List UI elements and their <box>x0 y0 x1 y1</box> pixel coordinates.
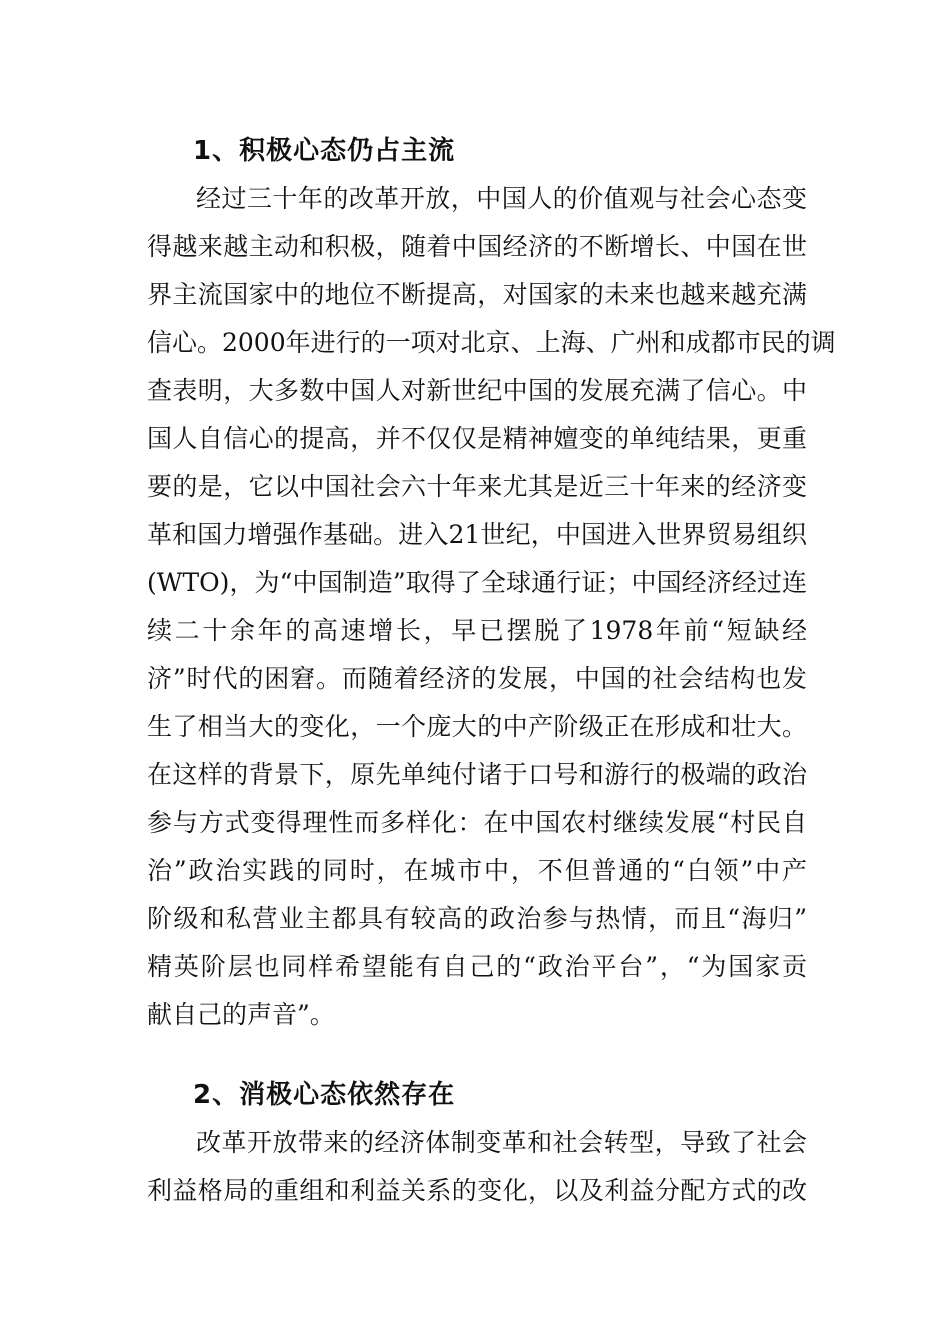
paragraph-line: 阶级和私营业主都具有较高的政治参与热情，而且“海归” <box>147 904 807 933</box>
paragraph-line: 国人自信心的提高，并不仅仅是精神嬗变的单纯结果，更重 <box>147 424 807 453</box>
paragraph-line: 精英阶层也同样希望能有自己的“政治平台”，“为国家贡 <box>147 952 807 981</box>
paragraph-line: 信心。2000年进行的一项对北京、上海、广州和成都市民的调 <box>147 328 836 357</box>
paragraph-line: 得越来越主动和积极，随着中国经济的不断增长、中国在世 <box>147 232 807 261</box>
paragraph-line: 利益格局的重组和利益关系的变化，以及利益分配方式的改 <box>147 1176 807 1205</box>
paragraph-line: 界主流国家中的地位不断提高，对国家的未来也越来越充满 <box>147 280 807 309</box>
section-2-heading: 2、消极心态依然存在 <box>193 1080 456 1110</box>
paragraph-line: 续二十余年的高速增长，早已摆脱了1978年前“短缺经 <box>147 616 807 645</box>
paragraph-line: 生了相当大的变化，一个庞大的中产阶级正在形成和壮大。 <box>147 712 807 741</box>
paragraph-line: 查表明，大多数中国人对新世纪中国的发展充满了信心。中 <box>147 376 807 405</box>
paragraph-line: 济”时代的困窘。而随着经济的发展，中国的社会结构也发 <box>147 664 807 693</box>
paragraph-line: (WTO)，为“中国制造”取得了全球通行证；中国经济经过连 <box>147 568 807 597</box>
paragraph-line: 要的是，它以中国社会六十年来尤其是近三十年来的经济变 <box>147 472 807 501</box>
paragraph-line: 献自己的声音”。 <box>147 1000 335 1029</box>
paragraph-line: 革和国力增强作基础。进入21世纪，中国进入世界贸易组织 <box>147 520 807 549</box>
paragraph-line: 经过三十年的改革开放，中国人的价值观与社会心态变 <box>196 184 807 213</box>
paragraph-line: 在这样的背景下，原先单纯付诸于口号和游行的极端的政治 <box>147 760 807 789</box>
paragraph-line: 治”政治实践的同时，在城市中，不但普通的“白领”中产 <box>147 856 807 885</box>
paragraph-line: 参与方式变得理性而多样化：在中国农村继续发展“村民自 <box>147 808 807 837</box>
section-1-heading: 1、积极心态仍占主流 <box>193 136 456 166</box>
paragraph-line: 改革开放带来的经济体制变革和社会转型，导致了社会 <box>196 1128 807 1157</box>
